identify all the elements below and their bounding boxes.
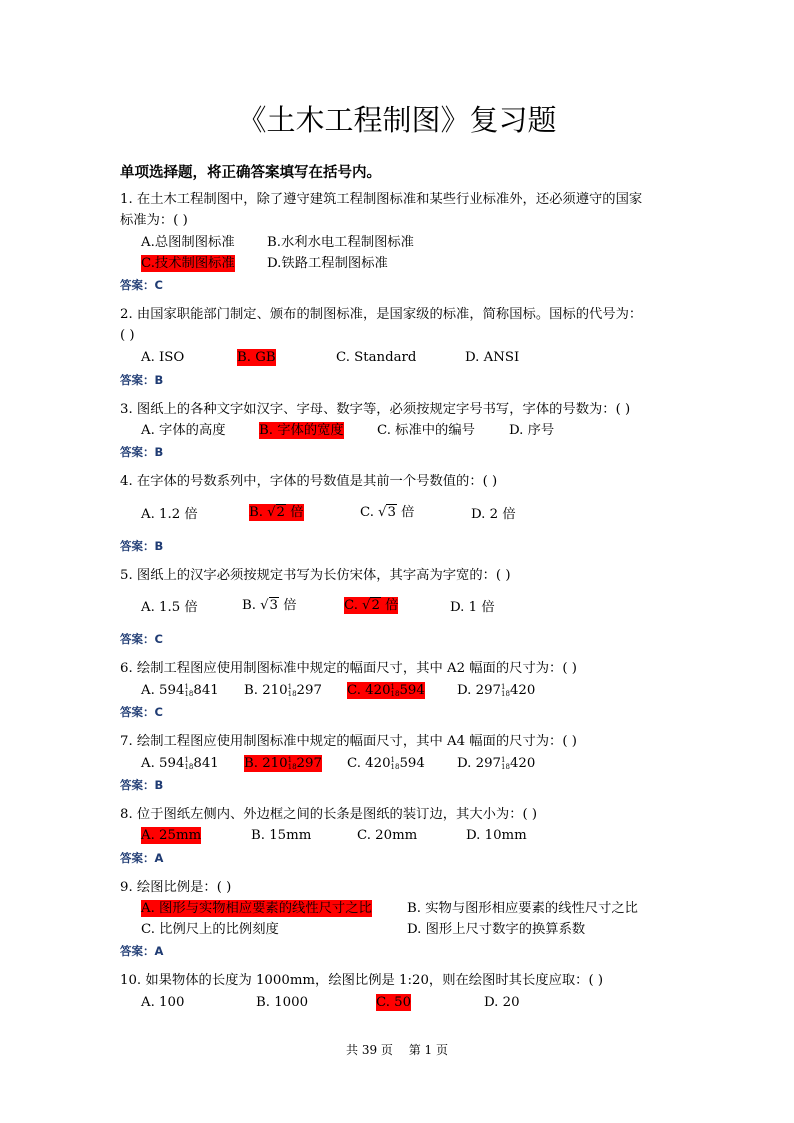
question-5-option-b: B. √3 倍 [242, 598, 297, 613]
question-8-option-b: B. 15mm [251, 828, 312, 843]
question-8-answer: 答案：A [120, 851, 164, 865]
question-2-text-cont: ( ) [120, 328, 135, 343]
question-7-option-d: D. 2971 18420 [457, 755, 536, 771]
question-1-option-d: D.铁路工程制图标准 [267, 256, 388, 271]
question-6-option-b: B. 2101 18297 [244, 682, 322, 698]
current-page: 第 1 页 [408, 1043, 448, 1057]
question-7-text: 7. 绘制工程图应使用制图标准中规定的幅面尺寸，其中 A4 幅面的尺寸为：( ) [120, 734, 577, 749]
question-3-option-a: A. 字体的高度 [141, 423, 226, 438]
question-6-option-d: D. 2971 18420 [457, 682, 536, 698]
question-7-option-a: A. 5941 18841 [141, 755, 219, 771]
question-5-text: 5. 图纸上的汉字必须按规定书写为长仿宋体，其字高为字宽的：( ) [120, 568, 511, 583]
question-3-text: 3. 图纸上的各种文字如汉字、字母、数字等，必须按规定字号书写，字体的号数为：( ) [120, 402, 631, 417]
question-5-answer: 答案：C [120, 632, 163, 646]
question-3-answer: 答案：B [120, 445, 164, 459]
question-4-option-c: C. √3 倍 [360, 505, 415, 520]
question-10-text: 10. 如果物体的长度为 1000mm，绘图比例是 1:20，则在绘图时其长度应取：( ) [120, 973, 604, 988]
question-4-text: 4. 在字体的号数系列中，字体的号数值是其前一个号数值的：( ) [120, 474, 498, 489]
question-8-option-c: C. 20mm [357, 828, 418, 843]
question-4-answer: 答案：B [120, 539, 164, 553]
question-10-option-d: D. 20 [484, 995, 520, 1010]
question-5-option-a: A. 1.5 倍 [141, 600, 198, 615]
question-3-option-d: D. 序号 [509, 423, 555, 438]
question-3-option-c: C. 标准中的编号 [377, 423, 475, 438]
question-2-option-a: A. ISO [141, 350, 185, 365]
question-2-answer: 答案：B [120, 373, 164, 387]
question-10-option-b: B. 1000 [256, 995, 309, 1010]
instruction: 单项选择题，将正确答案填写在括号内。 [120, 165, 381, 181]
question-5-option-d: D. 1 倍 [450, 600, 495, 615]
question-1-option-a: A.总图制图标准 [141, 235, 235, 250]
question-1-option-b: B.水利水电工程制图标准 [267, 235, 414, 250]
question-9-option-d: D. 图形上尺寸数字的换算系数 [407, 922, 586, 937]
question-9-answer: 答案：A [120, 944, 164, 958]
page-footer [0, 1041, 794, 1058]
question-2-option-b: B. GB [237, 350, 276, 365]
document-title: 《土木工程制图》复习题 [237, 103, 557, 137]
question-7-option-b: B. 2101 18297 [244, 755, 322, 771]
question-4-option-d: D. 2 倍 [471, 507, 516, 522]
question-9-option-b: B. 实物与图形相应要素的线性尺寸之比 [407, 901, 638, 916]
question-5-option-c: C. √2 倍 [344, 598, 399, 613]
question-9-option-a: A. 图形与实物相应要素的线性尺寸之比 [141, 901, 372, 916]
question-10-option-c: C. 50 [376, 995, 412, 1010]
question-4-option-b: B. √2 倍 [249, 505, 304, 520]
question-1-text: 1. 在土木工程制图中，除了遵守建筑工程制图标准和某些行业标准外，还必须遵守的国家 [120, 192, 643, 207]
question-2-option-d: D. ANSI [465, 350, 520, 365]
question-1-text-cont: 标准为：( ) [120, 213, 188, 228]
question-8-option-d: D. 10mm [466, 828, 527, 843]
question-3-option-b: B. 字体的宽度 [259, 423, 344, 438]
question-6-answer: 答案：C [120, 705, 163, 719]
question-8-option-a: A. 25mm [141, 828, 202, 843]
question-1-option-c: C.技术制图标准 [141, 256, 235, 271]
question-9-text: 9. 绘图比例是：( ) [120, 880, 232, 895]
question-9-option-c: C. 比例尺上的比例刻度 [141, 922, 279, 937]
question-7-option-c: C. 4201 18594 [347, 755, 425, 771]
question-2-text: 2. 由国家职能部门制定、颁布的制图标准，是国家级的标准，简称国标。国标的代号为： [120, 307, 643, 322]
question-6-option-a: A. 5941 18841 [141, 682, 219, 698]
question-10-option-a: A. 100 [141, 995, 185, 1010]
question-7-answer: 答案：B [120, 778, 164, 792]
question-4-option-a: A. 1.2 倍 [141, 507, 198, 522]
question-6-option-c: C. 4201 18594 [347, 682, 425, 698]
question-1-answer: 答案：C [120, 278, 163, 292]
question-8-text: 8. 位于图纸左侧内、外边框之间的长条是图纸的装订边，其大小为：( ) [120, 807, 538, 822]
question-6-text: 6. 绘制工程图应使用制图标准中规定的幅面尺寸，其中 A2 幅面的尺寸为：( ) [120, 661, 577, 676]
total-pages: 共 39 页 [346, 1043, 393, 1057]
question-2-option-c: C. Standard [336, 350, 417, 365]
